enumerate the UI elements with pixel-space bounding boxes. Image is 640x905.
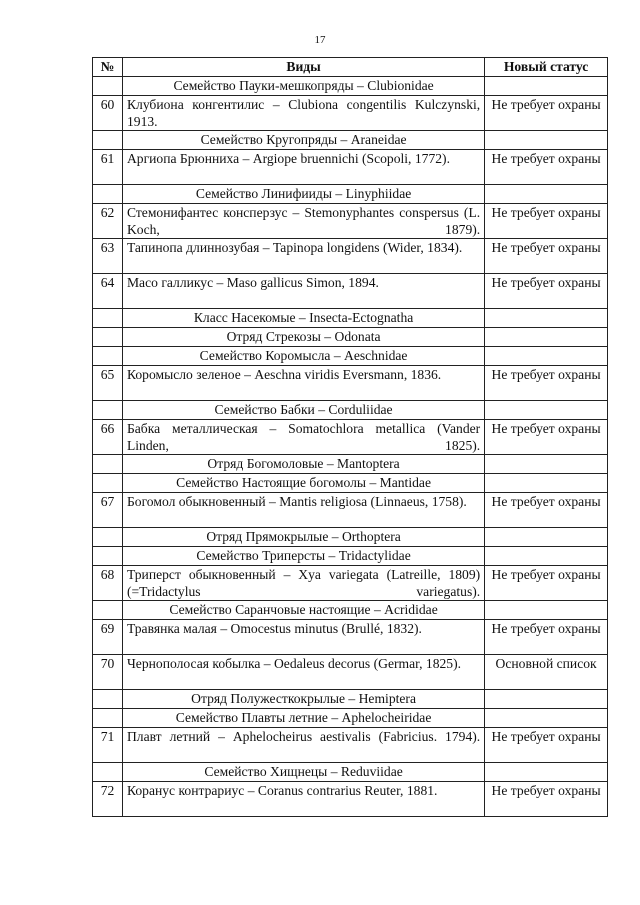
header-species: Виды	[122, 58, 484, 77]
taxon-group-label: Отряд Богомоловые – Mantoptera	[122, 455, 484, 474]
species-number: 62	[93, 204, 123, 239]
species-row	[93, 150, 608, 185]
species-name: Аргиопа Брюнниха – Argiope bruennichi (Scopoli, 1772).	[122, 150, 484, 185]
species-name: Клубиона конгентилис – Clubiona congentilis Kulczynski, 1913.	[122, 96, 484, 131]
species-row	[93, 420, 608, 455]
header-num: №	[93, 58, 123, 77]
species-row	[93, 96, 608, 131]
group-status-cell	[485, 77, 608, 96]
header-status: Новый статус	[485, 58, 608, 77]
group-num-cell	[93, 601, 123, 620]
group-num-cell	[93, 528, 123, 547]
species-status: Не требует охраны	[485, 493, 608, 528]
group-num-cell	[93, 185, 123, 204]
group-status-cell	[485, 601, 608, 620]
species-row	[93, 239, 608, 274]
species-row	[93, 620, 608, 655]
species-status: Не требует охраны	[485, 96, 608, 131]
species-number: 71	[93, 728, 123, 763]
taxon-group-row	[93, 709, 608, 728]
group-status-cell	[485, 328, 608, 347]
species-number: 64	[93, 274, 123, 309]
group-status-cell	[485, 347, 608, 366]
species-number: 61	[93, 150, 123, 185]
taxon-group-row	[93, 455, 608, 474]
species-number: 67	[93, 493, 123, 528]
group-status-cell	[485, 528, 608, 547]
group-status-cell	[485, 309, 608, 328]
species-name: Коромысло зеленое – Aeschna viridis Eversmann, 1836.	[122, 366, 484, 401]
taxon-group-row	[93, 185, 608, 204]
species-status: Не требует охраны	[485, 239, 608, 274]
table-body	[93, 77, 608, 817]
taxon-group-label: Семейство Плавты летние – Aphelocheiridae	[122, 709, 484, 728]
group-status-cell	[485, 131, 608, 150]
group-status-cell	[485, 547, 608, 566]
taxon-group-label: Семейство Настоящие богомолы – Mantidae	[122, 474, 484, 493]
taxon-group-label: Семейство Коромысла – Aeschnidae	[122, 347, 484, 366]
taxon-group-row	[93, 347, 608, 366]
taxon-group-label: Семейство Триперсты – Tridactylidae	[122, 547, 484, 566]
species-name: Бабка металлическая – Somatochlora metallica (Vander Linden, 1825).	[122, 420, 484, 455]
group-num-cell	[93, 690, 123, 709]
group-num-cell	[93, 455, 123, 474]
species-status: Не требует охраны	[485, 274, 608, 309]
species-name: Тапинопа длиннозубая – Tapinopa longidens (Wider, 1834).	[122, 239, 484, 274]
group-num-cell	[93, 474, 123, 493]
group-num-cell	[93, 763, 123, 782]
taxon-group-row	[93, 328, 608, 347]
group-num-cell	[93, 77, 123, 96]
taxon-group-label: Отряд Прямокрылые – Orthoptera	[122, 528, 484, 547]
species-number: 72	[93, 782, 123, 817]
group-num-cell	[93, 709, 123, 728]
taxon-group-label: Семейство Саранчовые настоящие – Acrididae	[122, 601, 484, 620]
table-header-row	[93, 58, 608, 77]
taxon-group-label: Класс Насекомые – Insecta-Ectognatha	[122, 309, 484, 328]
species-row	[93, 566, 608, 601]
taxon-group-label: Семейство Хищнецы – Reduviidae	[122, 763, 484, 782]
taxon-group-row	[93, 528, 608, 547]
species-name: Коранус контрариус – Coranus contrarius Reuter, 1881.	[122, 782, 484, 817]
group-num-cell	[93, 547, 123, 566]
group-num-cell	[93, 131, 123, 150]
species-row	[93, 204, 608, 239]
species-row	[93, 782, 608, 817]
group-status-cell	[485, 763, 608, 782]
species-name: Богомол обыкновенный – Mantis religiosa (Linnaeus, 1758).	[122, 493, 484, 528]
species-row	[93, 728, 608, 763]
taxon-group-label: Семейство Кругопряды – Araneidae	[122, 131, 484, 150]
taxon-group-row	[93, 601, 608, 620]
group-num-cell	[93, 347, 123, 366]
group-status-cell	[485, 455, 608, 474]
species-status: Не требует охраны	[485, 366, 608, 401]
species-status: Основной список	[485, 655, 608, 690]
species-name: Травянка малая – Omocestus minutus (Brullé, 1832).	[122, 620, 484, 655]
species-name: Масо галликус – Maso gallicus Simon, 1894.	[122, 274, 484, 309]
species-row	[93, 655, 608, 690]
species-row	[93, 493, 608, 528]
species-number: 69	[93, 620, 123, 655]
species-status: Не требует охраны	[485, 420, 608, 455]
group-status-cell	[485, 709, 608, 728]
taxon-group-row	[93, 131, 608, 150]
taxon-group-row	[93, 309, 608, 328]
taxon-group-label: Семейство Линифииды – Linyphiidae	[122, 185, 484, 204]
taxon-group-label: Отряд Полужесткокрылые – Hemiptera	[122, 690, 484, 709]
species-name: Чернополосая кобылка – Oedaleus decorus (Germar, 1825).	[122, 655, 484, 690]
species-status: Не требует охраны	[485, 150, 608, 185]
taxon-group-row	[93, 763, 608, 782]
species-name: Триперст обыкновенный – Xya variegata (Latreille, 1809) (=Tridactylus variegatus).	[122, 566, 484, 601]
species-status: Не требует охраны	[485, 204, 608, 239]
taxon-group-row	[93, 77, 608, 96]
taxon-group-row	[93, 474, 608, 493]
species-number: 70	[93, 655, 123, 690]
species-name: Стемонифантес консперзус – Stemonyphantes conspersus (L. Koch, 1879).	[122, 204, 484, 239]
species-number: 65	[93, 366, 123, 401]
species-table	[92, 57, 608, 817]
group-status-cell	[485, 185, 608, 204]
species-number: 66	[93, 420, 123, 455]
group-num-cell	[93, 328, 123, 347]
page-number: 17	[314, 34, 326, 46]
species-status: Не требует охраны	[485, 728, 608, 763]
taxon-group-label: Отряд Стрекозы – Odonata	[122, 328, 484, 347]
species-name: Плавт летний – Aphelocheirus aestivalis (Fabricius. 1794).	[122, 728, 484, 763]
group-num-cell	[93, 401, 123, 420]
species-row	[93, 274, 608, 309]
group-status-cell	[485, 474, 608, 493]
taxon-group-row	[93, 547, 608, 566]
species-status: Не требует охраны	[485, 620, 608, 655]
species-row	[93, 366, 608, 401]
taxon-group-row	[93, 690, 608, 709]
taxon-group-label: Семейство Пауки-мешкопряды – Clubionidae	[122, 77, 484, 96]
group-status-cell	[485, 690, 608, 709]
group-num-cell	[93, 309, 123, 328]
species-number: 63	[93, 239, 123, 274]
species-status: Не требует охраны	[485, 782, 608, 817]
taxon-group-row	[93, 401, 608, 420]
species-status: Не требует охраны	[485, 566, 608, 601]
species-number: 60	[93, 96, 123, 131]
taxon-group-label: Семейство Бабки – Corduliidae	[122, 401, 484, 420]
species-number: 68	[93, 566, 123, 601]
group-status-cell	[485, 401, 608, 420]
